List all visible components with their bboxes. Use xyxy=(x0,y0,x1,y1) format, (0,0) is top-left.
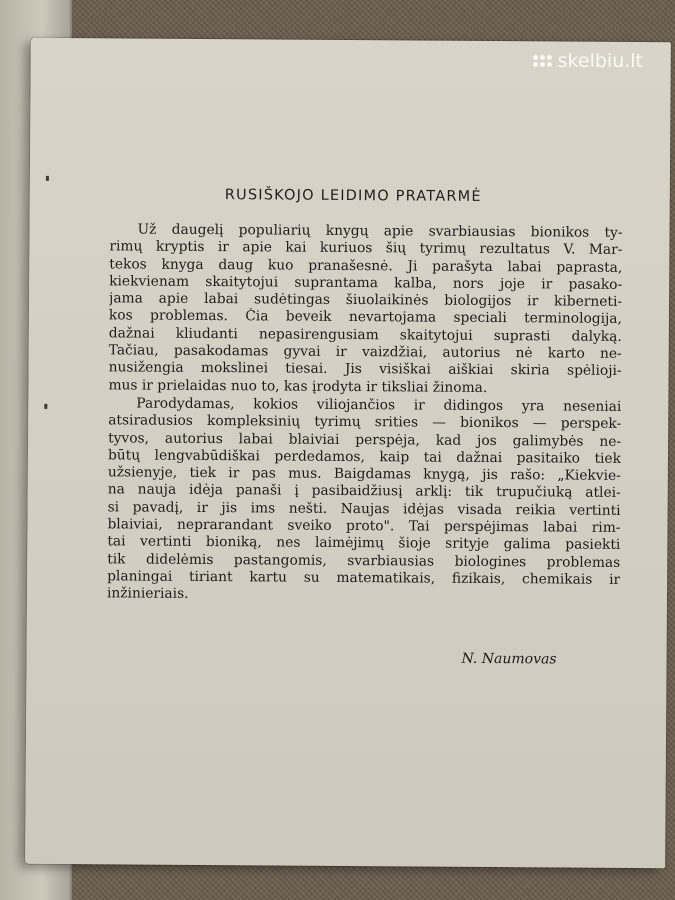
text-line: jama apie labai sudėtingas šiuolaikinės biologijos ir kiberneti- xyxy=(109,290,623,311)
text-line: tyvos, autorius labai blaiviai perspėja, kad jos galimybės ne- xyxy=(108,429,622,450)
text-line: na nauja idėja panaši į pasibaidžiusį arklį: tik trupučiuką atlei- xyxy=(107,481,621,502)
text-line: inžinieriais. xyxy=(106,585,189,603)
text-line: Tačiau, pasakodamas gyvai ir vaizdžiai, autorius nė karto ne- xyxy=(108,342,622,362)
text-line: tik didelėmis pastangomis, svarbiausias biologines problemas xyxy=(107,550,621,571)
text-line: būtų lengvabūdiškai perdedamos, kaip tai dažnai pasitaiko tiek xyxy=(107,447,622,467)
page-heading: RUSIŠKOJO LEIDIMO PRATARMĖ xyxy=(224,187,482,205)
text-line: Už daugelį populiarių knygų apie svarbiausias bionikos ty- xyxy=(137,221,623,241)
text-line: blaiviai, neprarandant sveiko proto". Tai perspėjimas labai rim- xyxy=(107,516,621,536)
text-line: si pavadį, ir jis ims nešti. Naujas idėjas visada reikia vertinti xyxy=(107,499,621,519)
watermark-text: skelbiu.lt xyxy=(557,50,643,72)
text-line: nusižengia mokslinei tiesai. Jis visiškai aiškiai skiria spėlioji- xyxy=(108,359,622,380)
margin-mark xyxy=(46,176,49,181)
text-line: užsienyje, tiek ir pas mus. Baigdamas knygą, jis rašo: „Kiekvie- xyxy=(107,464,621,485)
text-line: Parodydamas, kokios viliojančios ir didingos yra neseniai xyxy=(136,395,622,415)
watermark-logo-icon xyxy=(533,55,552,67)
text-line: rimų kryptis ir apie kai kuriuos šių tyrimų rezultatus V. Mar- xyxy=(109,238,623,259)
paragraph-2 xyxy=(107,395,621,606)
author-signature: N. Naumovas xyxy=(461,650,557,668)
paragraph-1 xyxy=(108,221,622,398)
text-line: atsiradusios kompleksinių tyrimų srities — bionikos — perspek- xyxy=(108,412,622,433)
text-line: kos problemas. Čia beveik nevartojama speciali terminologija, xyxy=(108,307,622,328)
text-line: tai vertinti bioniką, nes laimėjimų šioje srityje galima pasiekti xyxy=(107,533,621,554)
margin-mark xyxy=(44,404,47,409)
text-line: tekos knyga daug kuo pranašesnė. Ji parašyta labai paprasta, xyxy=(109,255,623,276)
text-line: dažnai kliudanti nepasirengusiam skaitytojui suprasti dalyką. xyxy=(108,325,622,345)
text-line: mus ir prielaidas nuo to, kas įrodyta ir tiksliai žinoma. xyxy=(108,376,488,396)
text-line: planingai tiriant kartu su matematikais, fizikais, chemikais ir xyxy=(107,568,621,588)
watermark xyxy=(533,50,643,72)
book-page xyxy=(25,38,671,868)
text-line: kiekvienam skaitytojui suprantama kalba, nors joje ir pasako- xyxy=(109,273,623,293)
